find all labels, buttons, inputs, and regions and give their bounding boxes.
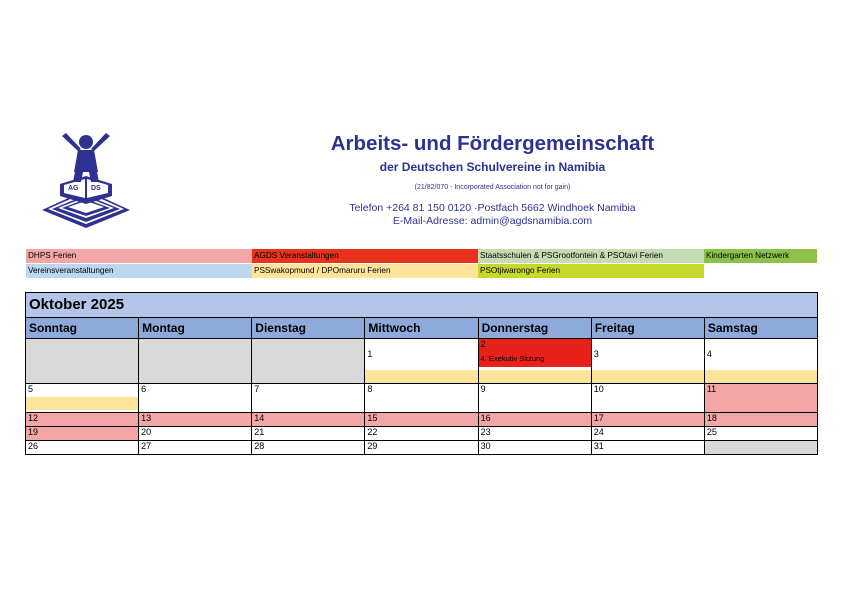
day-cell-27[interactable] xyxy=(139,441,252,454)
contact-email: E-Mail-Adresse: admin@agdsnamibia.com xyxy=(392,215,593,227)
day-cell-7[interactable] xyxy=(252,384,365,412)
day-number: 12 xyxy=(28,413,39,423)
day-cell-30[interactable] xyxy=(479,441,592,454)
day-cell-16[interactable] xyxy=(479,413,592,426)
day-number: 11 xyxy=(706,384,717,394)
day-cell-10[interactable] xyxy=(592,384,705,412)
day-cell-25[interactable] xyxy=(705,427,817,440)
weekday-dienstag: Dienstag xyxy=(252,318,365,338)
weekday-sonntag: Sonntag xyxy=(26,318,139,338)
weekday-montag: Montag xyxy=(139,318,252,338)
calendar-week-3 xyxy=(26,413,817,427)
weekday-header xyxy=(26,318,817,339)
day-number: 9 xyxy=(480,384,486,394)
day-cell-1[interactable] xyxy=(365,339,478,383)
legend-vereinsveranstaltungen: Vereinsveranstaltungen xyxy=(26,264,252,278)
calendar-week-5 xyxy=(26,441,817,454)
day-number: 28 xyxy=(254,441,265,451)
day-cell-23[interactable] xyxy=(479,427,592,440)
weekday-samstag: Samstag xyxy=(707,321,758,335)
month-title: Oktober 2025 xyxy=(26,293,817,318)
day-number: 29 xyxy=(367,441,378,451)
day-cell-9[interactable] xyxy=(479,384,592,412)
day-number: 13 xyxy=(141,413,152,423)
organisation-subtitle: der Deutschen Schulvereine in Namibia xyxy=(379,160,606,174)
legend-psswakopmund-ferien: PSSwakopmund / DPOmaruru Ferien xyxy=(252,264,478,278)
day-number: 4 xyxy=(706,349,712,359)
legend-kindergarten-netzwerk: Kindergarten Netzwerk xyxy=(704,249,817,263)
pss-ferien-strip xyxy=(26,397,138,410)
day-cell-31[interactable] xyxy=(592,441,705,454)
day-number: 8 xyxy=(367,384,373,394)
day-number: 24 xyxy=(593,427,604,437)
event-exekutiv-sitzung: 4. Exekutiv Sitzung xyxy=(480,354,545,363)
weekday-freitag: Freitag xyxy=(592,318,705,338)
day-cell-13[interactable] xyxy=(139,413,252,426)
day-cell-2[interactable] xyxy=(479,339,592,383)
day-number: 15 xyxy=(367,413,378,423)
day-number: 31 xyxy=(593,441,604,451)
color-legend xyxy=(26,249,817,279)
day-cell-15[interactable] xyxy=(365,413,478,426)
day-cell-11[interactable] xyxy=(705,384,817,412)
day-number: 5 xyxy=(28,384,34,394)
legend-row-2 xyxy=(26,264,817,278)
day-number: 19 xyxy=(28,427,39,437)
day-number: 27 xyxy=(141,441,152,451)
day-cell-5[interactable] xyxy=(26,384,139,412)
day-cell-19[interactable] xyxy=(26,427,139,440)
day-cell-26[interactable] xyxy=(26,441,139,454)
day-cell-empty xyxy=(252,339,365,383)
day-number: 14 xyxy=(254,413,265,423)
day-number: 3 xyxy=(593,349,599,359)
day-cell-8[interactable] xyxy=(365,384,478,412)
pss-ferien-strip xyxy=(365,370,477,383)
organisation-title: Arbeits- und Fördergemeinschaft xyxy=(330,132,655,155)
day-cell-21[interactable] xyxy=(252,427,365,440)
legend-row-1 xyxy=(26,249,817,263)
day-cell-6[interactable] xyxy=(139,384,252,412)
legend-empty xyxy=(704,264,817,278)
pss-ferien-strip xyxy=(705,370,817,383)
svg-text:AG: AG xyxy=(68,185,79,192)
day-number: 7 xyxy=(254,384,260,394)
legend-dhps-ferien: DHPS Ferien xyxy=(26,249,252,263)
day-cell-24[interactable] xyxy=(592,427,705,440)
day-cell-28[interactable] xyxy=(252,441,365,454)
day-cell-17[interactable] xyxy=(592,413,705,426)
day-number: 17 xyxy=(593,413,604,423)
day-number: 1 xyxy=(367,349,373,359)
day-number: 18 xyxy=(706,413,717,423)
calendar-week-1 xyxy=(26,339,817,384)
agds-logo xyxy=(38,132,134,228)
day-cell-3[interactable] xyxy=(592,339,705,383)
day-number: 26 xyxy=(28,441,39,451)
day-cell-29[interactable] xyxy=(365,441,478,454)
day-number: 16 xyxy=(480,413,491,423)
contact-telephone: Telefon +264 81 150 0120 ·Postfach 5662 Windhoek Namibia xyxy=(349,202,636,214)
calendar-week-2 xyxy=(26,384,817,413)
day-number: 25 xyxy=(706,427,717,437)
day-number: 22 xyxy=(367,427,378,437)
month-calendar xyxy=(25,292,818,455)
day-number: 21 xyxy=(254,427,265,437)
day-cell-12[interactable] xyxy=(26,413,139,426)
day-cell-empty xyxy=(139,339,252,383)
legend-psotjiwarongo-ferien: PSOtjiwarongo Ferien xyxy=(478,264,704,278)
legend-staatsschulen-ferien: Staatsschulen & PSGrootfontein & PSOtavi Ferien xyxy=(478,249,704,263)
svg-text:DS: DS xyxy=(91,185,101,192)
day-cell-empty xyxy=(705,441,817,454)
day-number: 23 xyxy=(480,427,491,437)
day-cell-18[interactable] xyxy=(705,413,817,426)
weekday-mittwoch: Mittwoch xyxy=(365,318,478,338)
day-number: 30 xyxy=(480,441,491,451)
day-number: 20 xyxy=(141,427,152,437)
day-number: 10 xyxy=(593,384,604,394)
legend-agds-veranstaltungen: AGDS Veranstaltungen xyxy=(252,249,478,263)
day-cell-empty xyxy=(26,339,139,383)
calendar-week-4 xyxy=(26,427,817,441)
weekday-donnerstag: Donnerstag xyxy=(479,318,592,338)
pss-ferien-strip xyxy=(479,370,591,383)
registration-note: (21/82/070 - Incorporated Association not for gain) xyxy=(414,184,571,191)
day-cell-4[interactable] xyxy=(705,339,817,383)
day-number: 2 xyxy=(480,339,486,349)
day-cell-14[interactable] xyxy=(252,413,365,426)
day-cell-20[interactable] xyxy=(139,427,252,440)
day-cell-22[interactable] xyxy=(365,427,478,440)
day-number: 6 xyxy=(141,384,147,394)
pss-ferien-strip xyxy=(592,370,704,383)
